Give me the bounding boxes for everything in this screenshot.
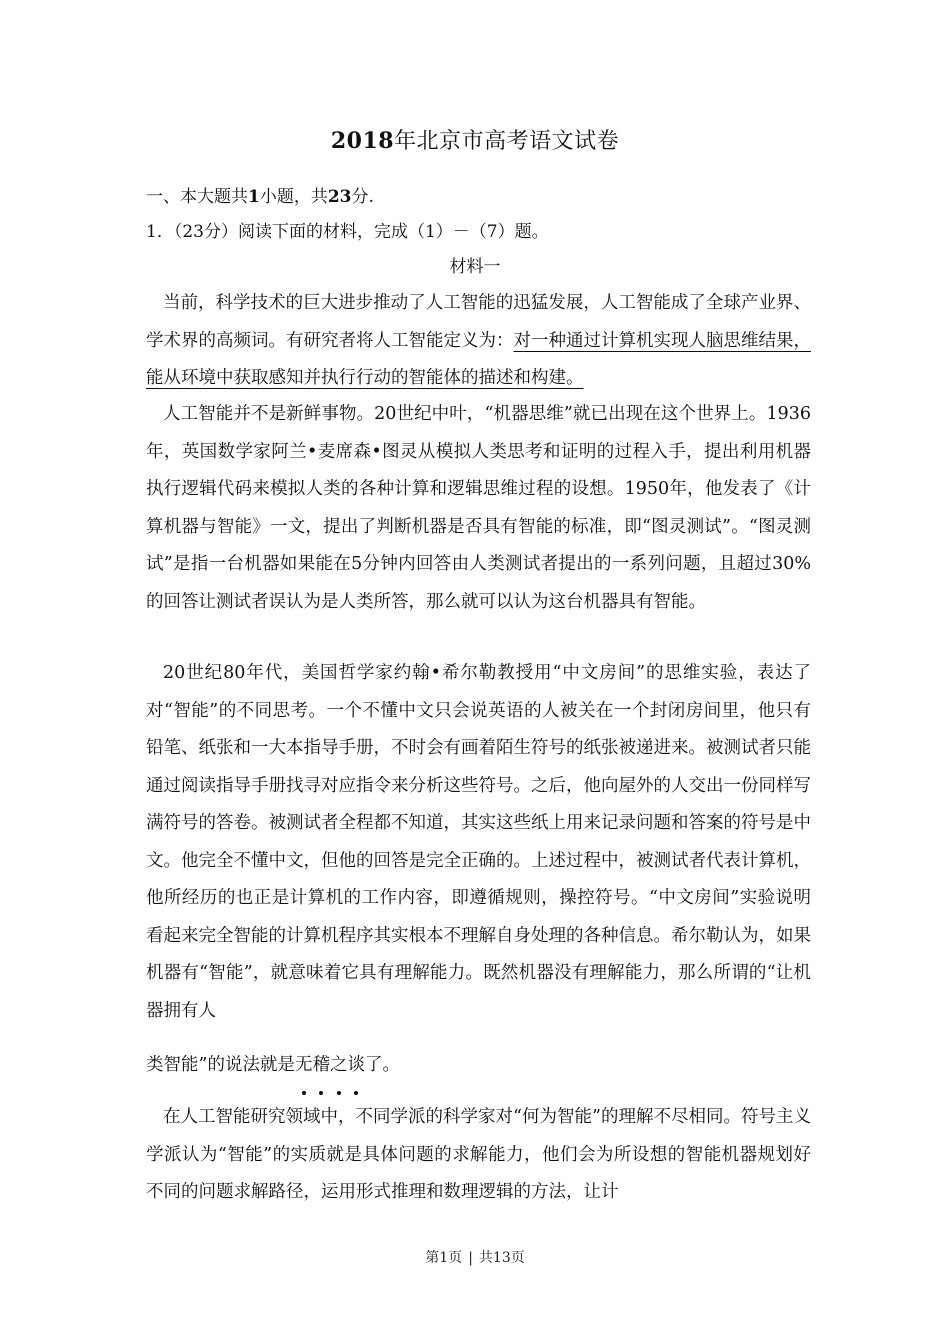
exam-title <box>0 124 950 155</box>
section-heading <box>146 182 374 207</box>
page-number: 第1页 <box>425 1250 463 1266</box>
tail-after: 了。 <box>364 1055 400 1075</box>
page-total: 共13页 <box>478 1250 525 1266</box>
emphasis-char-2: 稽 <box>312 1047 330 1085</box>
section-suffix: 分. <box>351 187 374 207</box>
section-prefix: 一、本大题共 <box>146 187 248 207</box>
material-label: 材料一 <box>449 257 501 277</box>
emphasis-char-4: 谈 <box>347 1047 365 1085</box>
paragraph-3: 20世纪80年代，美国哲学家约翰•希尔勒教授用“中文房间”的思维实验，表达了对“智能”的不同思考。一个不懂中文只会说英语的人被关在一个封闭房间里，他只有铅笔、纸张和一大本指导手册，不时会有画着陌生符号的纸张被递进来。被测试者只能通过阅读指导手册找寻对应指令来分析这些符号。之后，他向屋外的人交出一份同样写满符号的答卷。被测试者全程都不知道，其实这些纸上用来记录问题和答案的符号是中文。他完全不懂中文，但他的回答是完全正确的。上述过程中，被测试者代表计算机，他所经历的也正是计算机的工作内容，即遵循规则，操控符号。“中文房间”实验说明看起来完全智能的计算机程序其实根本不理解自身处理的各种信息。希尔勒认为，如果机器有“智能”，就意味着它具有理解能力。既然机器没有理解能力，那么所谓的“让机器拥有人 <box>146 663 811 1021</box>
title-text: 年北京市高考语文试卷 <box>394 129 620 154</box>
emphasis-char-3: 之 <box>330 1047 348 1085</box>
title-year: 2018 <box>330 128 395 154</box>
paragraph-3-tail <box>146 1047 811 1085</box>
underlined-definition: 对一种通过计算机实现人脑思维结果，能从环境中获取感知并执行行动的智能体的描述和构建。 <box>146 330 811 388</box>
footer-separator: | <box>468 1250 473 1266</box>
paragraph-1 <box>146 285 811 398</box>
section-mid: 小题，共 <box>259 187 328 207</box>
question-1-prompt: 1．（23分）阅读下面的材料，完成（1）－（7）题。 <box>146 222 549 242</box>
tail-before: 类智能”的说法就是 <box>146 1055 295 1075</box>
emphasis-char-1: 无 <box>295 1047 313 1085</box>
paragraph-2: 人工智能并不是新鲜事物。20世纪中叶，“机器思维”就已出现在这个世界上。1936年，英国数学家阿兰•麦席森•图灵从模拟人类思考和证明的过程入手，提出利用机器执行逻辑代码来模拟人类的各种计算和逻辑思维过程的设想。1950年，他发表了《计算机器与智能》一文，提出了判断机器是否具有智能的标准，即“图灵测试”。“图灵测试”是指一台机器如果能在5分钟内回答由人类测试者提出的一系列问题，且超过30%的回答让测试者误认为是人类所答，那么就可以认为这台机器具有智能。 <box>146 404 811 612</box>
paragraph-4: 在人工智能研究领域中，不同学派的科学家对“何为智能”的理解不尽相同。符号主义学派认为“智能”的实质就是具体问题的求解能力，他们会为所设想的智能机器规划好不同的问题求解路径，运用形式推理和数理逻辑的方法，让计 <box>146 1107 811 1202</box>
paragraph-1-text: 当前，科学技术的巨大进步推动了人工智能的迅猛发展，人工智能成了全球产业界、学术界的高频词。有研究者将人工智能定义为： <box>146 293 811 351</box>
page-footer <box>0 1247 950 1267</box>
section-count: 1 <box>248 187 260 207</box>
section-score: 23 <box>327 187 352 207</box>
